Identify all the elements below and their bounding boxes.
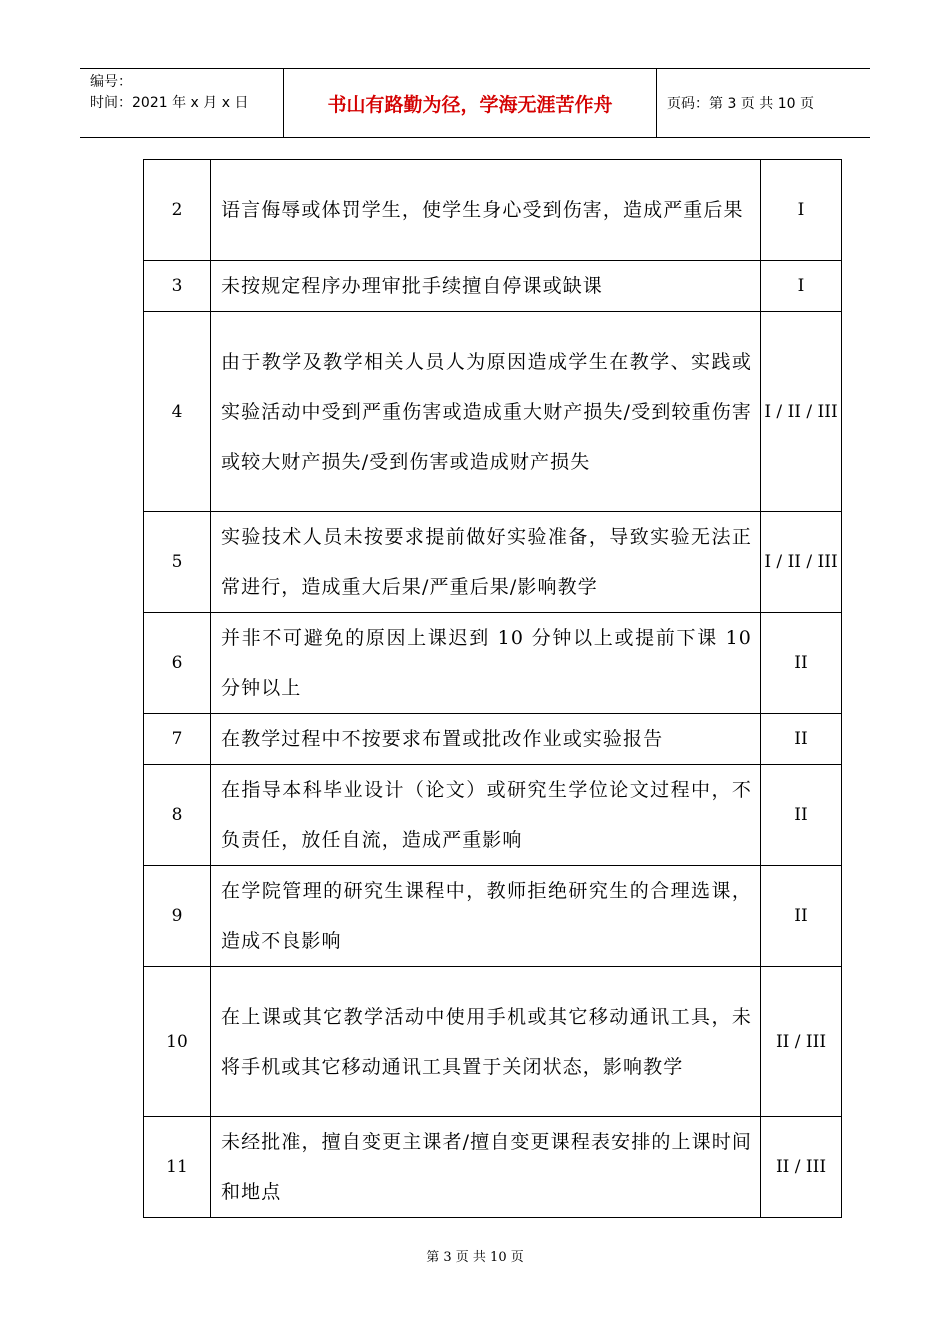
row-number: 11 <box>144 1117 211 1218</box>
row-level: II <box>761 866 842 967</box>
table-row <box>144 866 842 967</box>
row-number: 6 <box>144 613 211 714</box>
row-level: II / III <box>761 1117 842 1218</box>
table-row <box>144 765 842 866</box>
row-number: 7 <box>144 714 211 765</box>
row-description: 由于教学及教学相关人员人为原因造成学生在教学、实践或实验活动中受到严重伤害或造成重大财产损失/受到较重伤害或较大财产损失/受到伤害或造成财产损失 <box>211 312 761 512</box>
row-level: II <box>761 765 842 866</box>
rules-table <box>143 159 842 1218</box>
row-description: 并非不可避免的原因上课迟到 10 分钟以上或提前下课 10 分钟以上 <box>211 613 761 714</box>
page-footer: 第 3 页 共 10 页 <box>426 1250 524 1265</box>
table-row <box>144 512 842 613</box>
row-description: 在学院管理的研究生课程中，教师拒绝研究生的合理选课，造成不良影响 <box>211 866 761 967</box>
table-row <box>144 312 842 512</box>
row-level: II <box>761 613 842 714</box>
row-level: I / II / III <box>761 512 842 613</box>
table-row <box>144 967 842 1117</box>
row-level: II <box>761 714 842 765</box>
row-level: I <box>761 261 842 312</box>
table-row <box>144 1117 842 1218</box>
table-row <box>144 714 842 765</box>
row-level: II / III <box>761 967 842 1117</box>
row-description: 在指导本科毕业设计（论文）或研究生学位论文过程中，不负责任，放任自流，造成严重影响 <box>211 765 761 866</box>
row-description: 未经批准，擅自变更主课者/擅自变更课程表安排的上课时间和地点 <box>211 1117 761 1218</box>
row-description: 语言侮辱或体罚学生，使学生身心受到伤害，造成严重后果 <box>211 160 761 261</box>
row-level: I / II / III <box>761 312 842 512</box>
code-label: 编号： <box>90 74 132 90</box>
row-description: 在教学过程中不按要求布置或批改作业或实验报告 <box>211 714 761 765</box>
row-description: 实验技术人员未按要求提前做好实验准备，导致实验无法正常进行，造成重大后果/严重后果/影响教学 <box>211 512 761 613</box>
row-number: 10 <box>144 967 211 1117</box>
row-number: 3 <box>144 261 211 312</box>
header-meta <box>80 69 284 137</box>
table-row <box>144 613 842 714</box>
page-info: 页码：第 3 页 共 10 页 <box>667 96 814 112</box>
row-number: 8 <box>144 765 211 866</box>
page-header <box>80 68 870 138</box>
row-number: 9 <box>144 866 211 967</box>
row-number: 5 <box>144 512 211 613</box>
time-label: 时间：2021 年 x 月 x 日 <box>90 95 249 111</box>
row-number: 4 <box>144 312 211 512</box>
row-number: 2 <box>144 160 211 261</box>
row-description: 在上课或其它教学活动中使用手机或其它移动通讯工具，未将手机或其它移动通讯工具置于关闭状态，影响教学 <box>211 967 761 1117</box>
row-description: 未按规定程序办理审批手续擅自停课或缺课 <box>211 261 761 312</box>
table-row <box>144 160 842 261</box>
table-row <box>144 261 842 312</box>
row-level: I <box>761 160 842 261</box>
motto: 书山有路勤为径，学海无涯苦作舟 <box>284 69 657 137</box>
